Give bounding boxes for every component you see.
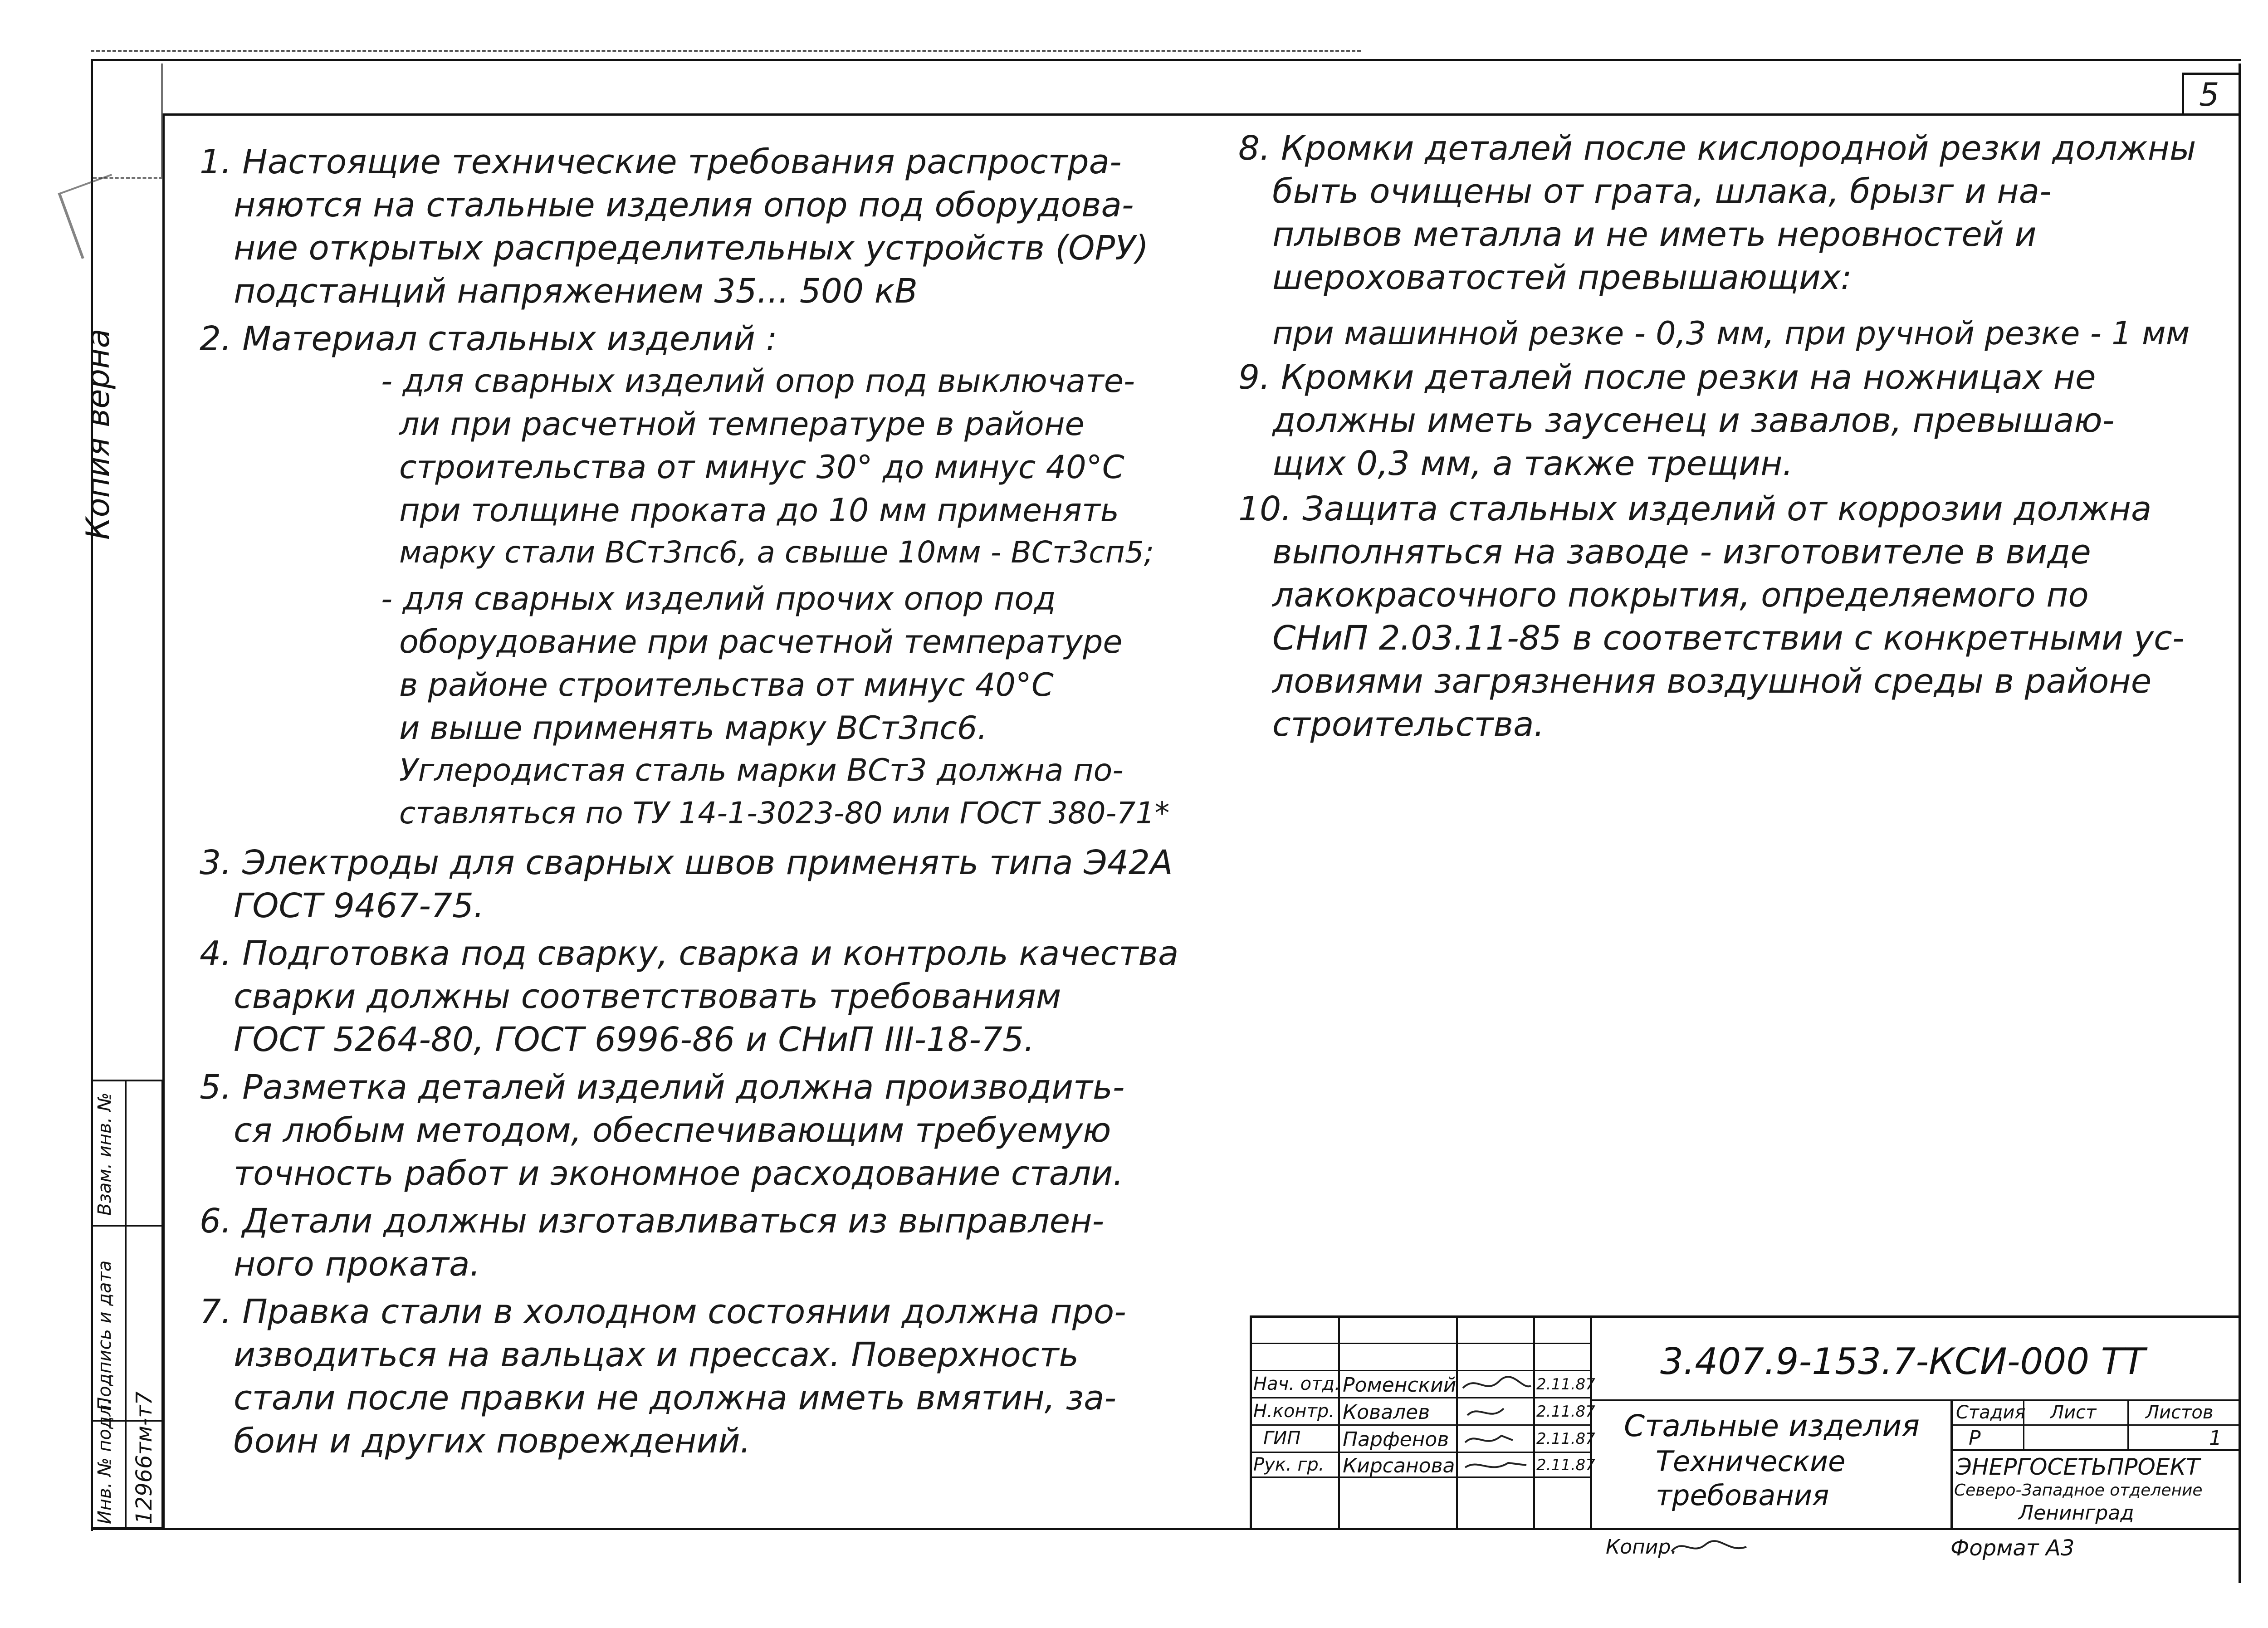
sheets-header: Листов [2146,1402,2214,1423]
text-line: Углеродистая сталь марки ВСт3 должна по- [399,753,1124,788]
right-column [1238,122,2227,758]
text-line: ГОСТ 9467-75. [234,886,484,925]
strip-label-replace: Взам. инв. № [94,1092,115,1216]
strip-inv-value: 12966тм-т7 [132,1391,157,1524]
text-line: няются на стальные изделия опор под оборудова- [234,186,1134,225]
role-name: Ковалев [1343,1401,1430,1424]
copied-label: Копир. [1606,1535,1677,1559]
text-line: строительства. [1272,705,1545,744]
role-label: ГИП [1263,1428,1301,1449]
text-line: ловиями загрязнения воздушной среды в районе [1272,662,2152,701]
role-label: Н.контр. [1253,1401,1334,1422]
doc-name-line: Стальные изделия [1624,1408,1920,1443]
text-line: ли при расчетной температуре в районе [399,406,1085,443]
text-line: оборудование при расчетной температуре [399,623,1123,660]
role-label: Нач. отд. [1253,1374,1340,1394]
text-line: выполняться на заводе - изготовителе в виде [1272,533,2091,572]
text-line: ся любым методом, обеспечивающим требуемую [234,1111,1111,1150]
title-block-signature-grid [1250,1315,1595,1529]
designation: 3.407.9-153.7-КСИ-000 ТТ [1660,1340,2146,1383]
text-line: - для сварных изделий прочих опор под [381,580,1056,617]
text-line: и выше применять марку ВСт3пс6. [399,709,987,747]
text-line: 1. Настоящие технические требования распростра- [200,142,1122,181]
format-label: Формат А3 [1950,1535,2075,1561]
role-name: Парфенов [1343,1428,1449,1451]
text-line: 2. Материал стальных изделий : [200,319,777,358]
frame-top-line [163,113,2241,116]
role-date: 2.11.87 [1536,1403,1595,1421]
text-line: быть очищены от грата, шлака, брызг и на- [1272,172,2052,211]
text-line: лакокрасочного покрытия, определяемого по [1272,576,2089,615]
text-line: подстанций напряжением 35... 500 кВ [234,272,918,311]
text-line: точность работ и экономное расходование стали. [234,1154,1124,1193]
org-line: Ленинград [2019,1501,2134,1525]
text-line: изводиться на вальцах и прессах. Поверхность [234,1335,1079,1374]
role-name: Кирсанова [1343,1454,1455,1477]
text-line: плывов металла и не иметь неровностей и [1272,215,2037,254]
text-line: боин и других повреждений. [234,1422,751,1461]
text-line: 10. Защита стальных изделий от коррозии должна [1238,489,2152,528]
role-name: Роменский [1343,1374,1457,1397]
text-line: ГОСТ 5264-80, ГОСТ 6996-86 и СНиП III-18-75. [234,1020,1035,1059]
signature-mark [58,174,135,259]
copy-label: Копия верна [79,328,117,540]
copier-signature [1669,1533,1751,1560]
text-line: ставляться по ТУ 14-1-3023-80 или ГОСТ 380-71* [399,796,1170,831]
text-line: при толщине проката до 10 мм применять [399,492,1119,529]
text-line: 3. Электроды для сварных швов применять типа Э42А [200,843,1173,882]
org-line: Северо-Западное отделение [1954,1481,2203,1500]
text-line: 4. Подготовка под сварку, сварка и контроль качества [200,934,1179,973]
role-label: Рук. гр. [1253,1454,1325,1475]
text-line: 9. Кромки деталей после резки на ножницах не [1238,358,2096,397]
stage-grid [1950,1399,2239,1529]
frame-right-line [2239,64,2241,1583]
signature-marks [1458,1372,1533,1476]
text-line: - для сварных изделий опор под выключате- [381,362,1135,400]
role-date: 2.11.87 [1536,1430,1595,1448]
role-date: 2.11.87 [1536,1375,1595,1393]
text-line: 8. Кромки деталей после кислородной резки должны [1238,129,2196,168]
left-column [200,136,1198,1474]
outer-top-line [91,59,2241,61]
text-line: марку стали ВСт3пс6, а свыше 10мм - ВСт3сп5; [399,535,1154,570]
dashed-top-guide [91,50,1361,52]
strip-label-inv: Инв. № подл. [94,1399,115,1524]
text-line: ние открытых распределительных устройств (ОРУ) [234,229,1149,268]
text-line: 6. Детали должны изготавливаться из выправлен- [200,1202,1105,1241]
doc-name-line: требования [1656,1479,1829,1512]
sheets-value: 1 [2209,1427,2222,1450]
text-line: сварки должны соответствовать требованиям [234,977,1061,1016]
text-line: строительства от минус 30° до минус 40°С [399,449,1124,486]
left-strip-sep-2 [91,1225,163,1227]
sheet-header: Лист [2050,1402,2097,1423]
text-line: СНиП 2.03.11-85 в соответствии с конкретными ус- [1272,619,2185,658]
org-line: ЭНЕРГОСЕТЬПРОЕКТ [1956,1454,2200,1480]
sheet-number: 5 [2199,76,2219,113]
text-line: в районе строительства от минус 40°С [399,666,1054,704]
strip-label-sign: Подпись и дата [94,1260,115,1411]
text-line: шероховатостей превышающих: [1272,258,1852,297]
text-line: должны иметь заусенец и завалов, превышаю- [1272,401,2115,440]
text-line: щих 0,3 мм, а также трещин. [1272,444,1794,483]
stage-header: Стадия [1956,1402,2026,1423]
text-line: ного проката. [234,1245,480,1284]
text-line: при машинной резке - 0,3 мм, при ручной резке - 1 мм [1272,315,2190,352]
stage-value: Р [1969,1427,1981,1450]
doc-name-line: Технические [1656,1445,1846,1478]
text-line: 5. Разметка деталей изделий должна производить- [200,1068,1125,1107]
approval-stamp [93,64,163,179]
text-line: стали после правки не должна иметь вмятин, за- [234,1379,1117,1418]
role-date: 2.11.87 [1536,1456,1595,1474]
left-strip-divider [125,1080,127,1529]
text-line: 7. Правка стали в холодном состоянии должна про- [200,1292,1126,1331]
